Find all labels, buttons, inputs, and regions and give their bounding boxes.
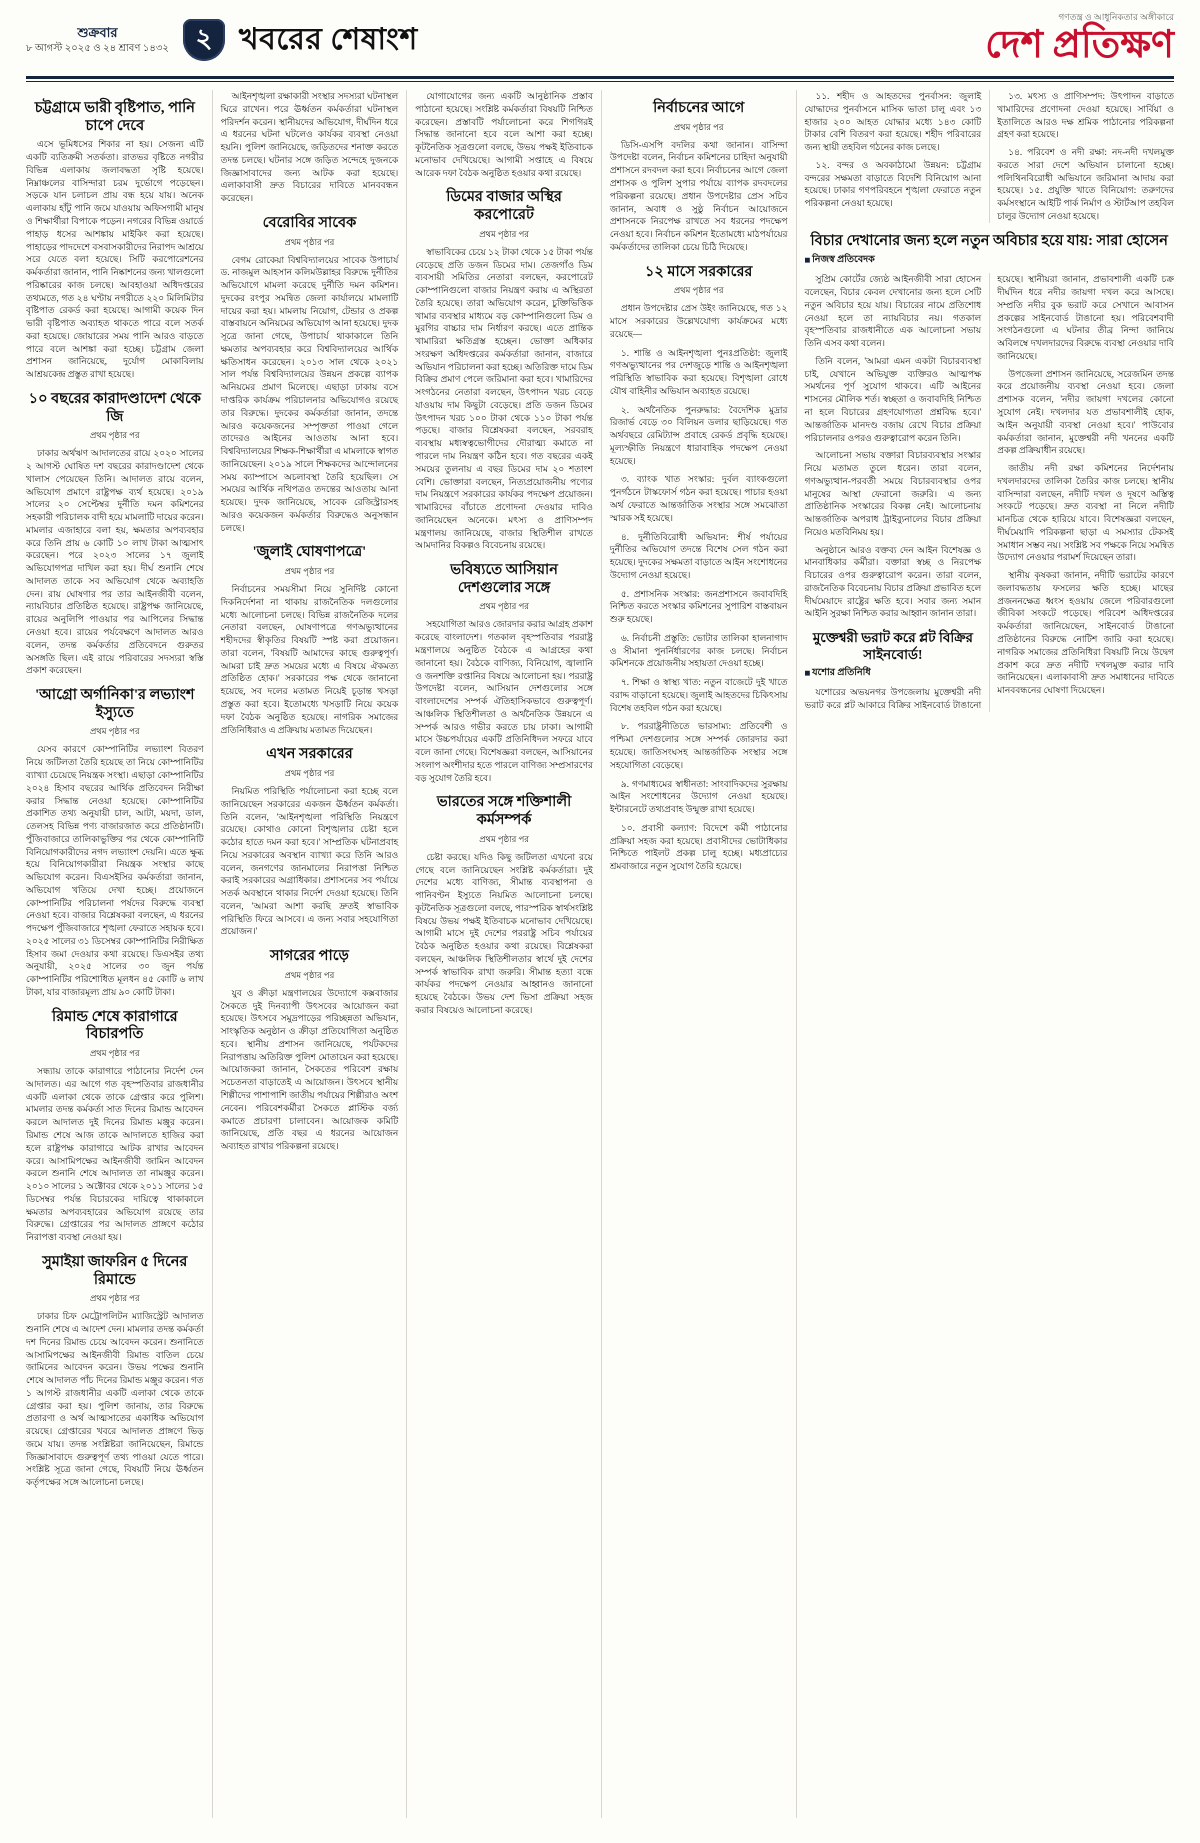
continued-from-label: প্রথম পৃষ্ঠার পর [284,969,335,980]
article-text: নিয়মিত পরিস্থিতি পর্যালোচনা করা হচ্ছে বলে জানিয়েছেন সরকারের একজন ঊর্ধ্বতন কর্মকর্তা। তিনি বলেন, 'আইনশৃঙ্খলা পরিস্থিতি নিয়ন্ত্রণে রয়েছে। কোথাও কোনো বিশৃঙ্খলার চেষ্টা হলে কঠোর হাতে দমন করা হবে।' সাম্প্রতিক ঘটনাপ্রবাহ নিয়ে সরকারের অবস্থান ব্যাখ্যা করে তিনি আরও বলেন, জনগণের জানমালের নিরাপত্তা নিশ্চিত করাই সরকারের অগ্রাধিকার। প্রশাসনের সব পর্যায়ে সতর্ক অবস্থানে থাকার নির্দেশ দেওয়া হয়েছে। তিনি বলেন, 'আমরা আশা করছি দ্রুতই স্বাভাবিক পরিস্থিতি ফিরে আসবে। এ জন্য সবার সহযোগিতা প্রয়োজন।' [220,785,399,937]
continued-from-label: প্রথম পৃষ্ঠার পর [89,1048,140,1059]
article-headline: ভবিষ্যতে আসিয়ান দেশগুলোর সঙ্গে [450,562,558,596]
article-text: ঢাকার চিফ মেট্রোপলিটন ম্যাজিস্ট্রেট আদালত শুনানি শেষে এ আদেশ দেন। মামলার তদন্ত কর্মকর্তা দশ দিনের রিমান্ড চেয়ে আবেদন করেন। শুনানিতে আসামিপক্ষের আইনজীবী রিমান্ড বাতিল চেয়ে জামিনের আবেদন করেন। উভয় পক্ষের শুনানি শেষে আদালত পাঁচ দিনের রিমান্ড মঞ্জুর করেন। গত ১ আগস্ট রাজধানীর একটি এলাকা থেকে তাকে গ্রেপ্তার করা হয়। পুলিশ জানায়, তার বিরুদ্ধে প্রতারণা ও অর্থ আত্মসাতের একাধিক অভিযোগ রয়েছে। গ্রেপ্তারের খবরে আদালত প্রাঙ্গণে ভিড় জমে যায়। তদন্ত সংশ্লিষ্টরা জানিয়েছেন, রিমান্ডে জিজ্ঞাসাবাদে গুরুত্বপূর্ণ তথ্য পাওয়া যেতে পারে। সংশ্লিষ্ট সূত্রে জানা গেছে, বিষয়টি নিয়ে ঊর্ধ্বতন কর্তৃপক্ষের সঙ্গে আলোচনা চলছে। [26,1311,204,1488]
article-headline: সুমাইয়া জাফরিন ৫ দিনের রিমান্ডে [42,1253,188,1288]
article-text: ডিসি-এসপি বদলির কথা জানান। বাসিন্দা উপদেষ্টা বলেন, নির্বাচন কমিশনের চাহিদা অনুযায়ী প্রশাসনে রদবদল করা হবে। নির্বাচনের আগে জেলা প্রশাসক ও পুলিশ সুপার পর্যায়ে ব্যাপক রদবদলের পরিকল্পনা রয়েছে। প্রধান উপদেষ্টার প্রেস সচিব জানান, অবাধ ও সুষ্ঠু নির্বাচন আয়োজনে প্রশাসনকে নিরপেক্ষ রাখতে সব ধরনের পদক্ষেপ নেওয়া হবে। নির্বাচন কমিশন ইতোমধ্যে মাঠপর্যায়ের কর্মকর্তাদের তালিকা চেয়ে চিঠি দিয়েছে। [609,139,788,252]
article-text: যুব ও ক্রীড়া মন্ত্রণালয়ের উদ্যোগে কক্সবাজার সৈকতে দুই দিনব্যাপী উৎসবের আয়োজন করা হয়েছে। উৎসবে সমুদ্রপাড়ের পরিচ্ছন্নতা অভিযান, সাংস্কৃতিক অনুষ্ঠান ও ক্রীড়া প্রতিযোগিতা অনুষ্ঠিত হবে। স্থানীয় প্রশাসন জানিয়েছে, পর্যটকদের নিরাপত্তায় অতিরিক্ত পুলিশ মোতায়েন করা হয়েছে। আয়োজকরা জানান, সৈকতের পরিবেশ রক্ষায় সচেতনতা বাড়াতেই এ আয়োজন। উৎসবে স্থানীয় শিল্পীদের পাশাপাশি জাতীয় পর্যায়ের শিল্পীরাও অংশ নেবেন। পরিবেশকর্মীরা সৈকতে প্লাস্টিক বর্জ্য কমাতে প্রচারণা চালাবেন। আয়োজক কমিটি জানিয়েছে, প্রতি বছর এ ধরনের আয়োজন অব্যাহত রাখার পরিকল্পনা রয়েছে। [220,987,399,1152]
article-text: ১৪. পরিবেশ ও নদী রক্ষা: নদ-নদী দখলমুক্ত করতে সারা দেশে অভিযান চালানো হচ্ছে। পলিথিনবিরোধী অভিযানে জরিমানা আদায় করা হয়েছে। ১৫. প্রযুক্তি খাতে বিনিয়োগ: তরুণদের কর্মসংস্থানে আইটি পার্ক নির্মাণ ও স্টার্টআপ তহবিল চালুর উদ্যোগ নেওয়া হয়েছে। [997,147,1174,221]
article-group [805,90,1174,223]
continued-from-label: প্রথম পৃষ্ঠার পর [89,726,140,737]
column-3 [407,90,602,1818]
continued-from-label: প্রথম পৃষ্ঠার পর [284,236,335,247]
article-text: ঢাকার অর্থঋণ আদালতের রায়ে ২০২০ সালের ২ আগস্ট ঘোষিত দশ বছরের কারাদণ্ডাদেশ থেকে খালাস পেয়েছেন তিনি। আদালত রায়ে বলেন, অভিযোগ প্রমাণে রাষ্ট্রপক্ষ ব্যর্থ হয়েছে। ২০১৯ সালের ২০ সেপ্টেম্বর দুর্নীতি দমন কমিশনের সহকারী পরিচালক বাদী হয়ে মামলাটি দায়ের করেন। মামলার এজাহারে বলা হয়, ক্ষমতার অপব্যবহার করে তিনি প্রায় ৬ কোটি ১০ লাখ টাকা আত্মসাৎ করেছেন। পরে ২০২৩ সালের ১৭ জুলাই অভিযোগপত্র দাখিল করা হয়। দীর্ঘ শুনানি শেষে আদালত তাকে সব অভিযোগ থেকে অব্যাহতি দেন। রায় ঘোষণার পর তার আইনজীবী বলেন, ন্যায়বিচার প্রতিষ্ঠিত হয়েছে। রাষ্ট্রপক্ষ জানিয়েছে, রায়ের অনুলিপি পাওয়ার পর আপিলের সিদ্ধান্ত নেওয়া হবে। রায়ের পর্যবেক্ষণে আদালত আরও বলেন, তদন্ত কর্মকর্তার প্রতিবেদনে গুরুতর অসঙ্গতি ছিল। এই রায়ে পরিবারের সদস্যরা স্বস্তি প্রকাশ করেছেন। [26,448,204,676]
date-block [26,25,169,55]
article-text: ১২. বন্দর ও অবকাঠামো উন্নয়ন: চট্টগ্রাম বন্দরের সক্ষমতা বাড়াতে বিদেশি বিনিয়োগ আনা হয়েছে। ঢাকার গণপরিবহনে শৃঙ্খলা ফেরাতে নতুন পরিকল্পনা নেওয়া হয়েছে। [804,159,982,209]
article-headline: ভারতের সঙ্গে শক্তিশালী কর্মসম্পর্ক [436,794,572,829]
paper-tagline: গণতন্ত্র ও আধুনিকতার অঙ্গীকারে [1058,12,1174,23]
article-headline: চট্টগ্রামে ভারী বৃষ্টিপাত, পানি চাপে দেবে [34,100,195,134]
article-text: সুপ্রিম কোর্টের জ্যেষ্ঠ আইনজীবী সারা হোসেন বলেছেন, বিচার কেবল দেখানোর জন্য হলে সেটি নতুন অবিচার হয়ে যায়। বিচারের নামে প্রতিশোধ নেওয়া হলে তা ন্যায়বিচার নয়। গতকাল বৃহস্পতিবার রাজধানীতে এক আলোচনা সভায় তিনি এসব কথা বলেন। [804,274,982,349]
continued-from-label: প্রথম পৃষ্ঠার পর [479,601,529,612]
article-text: আইনশৃঙ্খলা রক্ষাকারী সংস্থার সদস্যরা ঘটনাস্থল ঘিরে রাখেন। পরে ঊর্ধ্বতন কর্মকর্তারা ঘটনাস্থল পরিদর্শন করেন। স্থানীয়দের অভিযোগ, দীর্ঘদিন ধরে এ ধরনের ঘটনা ঘটলেও কার্যকর ব্যবস্থা নেওয়া হয়নি। পুলিশ জানিয়েছে, জড়িতদের শনাক্ত করতে তদন্ত চলছে। ঘটনার সঙ্গে জড়িত সন্দেহে দুজনকে জিজ্ঞাসাবাদের জন্য আটক করা হয়েছে। এলাকাবাসী দ্রুত বিচারের দাবিতে মানববন্ধন করেছেন। [220,91,399,204]
continued-from-label: প্রথম পৃষ্ঠার পর [673,121,724,132]
article-headline: মুক্তেশ্বরী ভরাট করে প্লট বিক্রির সাইনবোর্ড! [812,630,973,662]
issue-date: ৮ আগস্ট ২০২৫ ও ২৪ শ্রাবণ ১৪৩২ [26,42,169,54]
article-group [805,273,1174,711]
article-text: চেষ্টা করছে। যদিও কিছু জটিলতা এখনো রয়ে গেছে বলে জানিয়েছেন সংশ্লিষ্ট কর্মকর্তারা। দুই দেশের মধ্যে বাণিজ্য, সীমান্ত ব্যবস্থাপনা ও পানিবণ্টন ইস্যুতে নিয়মিত আলোচনা চলছে। কূটনৈতিক সূত্রগুলো বলছে, পারস্পরিক স্বার্থসংশ্লিষ্ট বিষয়ে উভয় পক্ষই ইতিবাচক মনোভাব দেখিয়েছে। আগামী মাসে দুই দেশের পররাষ্ট্র সচিব পর্যায়ের বৈঠক অনুষ্ঠিত হওয়ার কথা রয়েছে। বিশ্লেষকরা বলছেন, আঞ্চলিক স্থিতিশীলতার স্বার্থে দুই দেশের সম্পর্ক স্বাভাবিক রাখা জরুরি। সীমান্ত হত্যা বন্ধে কার্যকর পদক্ষেপ নেওয়ার আহ্বানও জানানো হয়েছে বৈঠকে। উভয় দেশ ভিসা প্রক্রিয়া সহজ করার বিষয়েও আলোচনা করেছে। [415,851,593,1015]
paper-name: দেশ প্রতিক্ষণ [985,24,1174,67]
page-number-badge: ২ [183,19,225,61]
columns-area [26,90,1174,1818]
column-4 [602,90,797,1818]
article-headline: রিমান্ড শেষে কারাগারে বিচারপতি [52,1008,178,1043]
article-headline: বেরোবির সাবেক [262,214,357,231]
article-text: অনুষ্ঠানে আরও বক্তব্য দেন আইন বিশেষজ্ঞ ও মানবাধিকার কর্মীরা। বক্তারা স্বচ্ছ ও নিরপেক্ষ বিচারের ওপর গুরুত্বারোপ করেন। তারা বলেন, রাজনৈতিক বিবেচনায় বিচার প্রক্রিয়া প্রভাবিত হলে দীর্ঘমেয়াদে রাষ্ট্রের ক্ষতি হবে। সবার জন্য সমান আইনি সুরক্ষা নিশ্চিত করার আহ্বান জানান তারা। [804,544,982,619]
article-headline: 'আগ্রো অর্গানিকা'র লভ্যাংশ ইস্যুতে [35,687,195,721]
article-text: সন্ধ্যায় তাকে কারাগারে পাঠানোর নির্দেশ দেন আদালত। এর আগে গত বৃহস্পতিবার রাজধানীর একটি এলাকা থেকে তাকে গ্রেপ্তার করে পুলিশ। মামলার তদন্ত কর্মকর্তা সাত দিনের রিমান্ড আবেদন করলে আদালত দুই দিনের রিমান্ড মঞ্জুর করেন। রিমান্ড শেষে আজ তাকে আদালতে হাজির করা হলে রাষ্ট্রপক্ষ কারাগারে আটক রাখার আবেদন করে। আসামিপক্ষের আইনজীবী জামিন আবেদন করলে শুনানি শেষে আদালত তা নামঞ্জুর করেন। ২০১০ সালের ১ অক্টোবর থেকে ২০১১ সালের ১৫ ডিসেম্বর পর্যন্ত বিচারকের দায়িত্বে থাকাকালে ক্ষমতার অপব্যবহারের অভিযোগ রয়েছে তার বিরুদ্ধে। গ্রেপ্তারের পর আদালত প্রাঙ্গণে কঠোর নিরাপত্তা ব্যবস্থা নেওয়া হয়। [26,1066,204,1243]
continued-from-label: প্রথম পৃষ্ঠার পর [479,228,529,239]
article-headline: এখন সরকারের [266,746,353,763]
continued-from-label: প্রথম পৃষ্ঠার পর [89,430,140,441]
continued-from-label: প্রথম পৃষ্ঠার পর [479,833,529,844]
article-text: উপজেলা প্রশাসন জানিয়েছে, সরেজমিন তদন্ত করে প্রয়োজনীয় ব্যবস্থা নেওয়া হবে। জেলা প্রশাসক বলেন, 'নদীর জায়গা দখলের কোনো সুযোগ নেই। দখলদার যত প্রভাবশালীই হোক, আইন অনুযায়ী ব্যবস্থা নেওয়া হবে।' পাউবোর কর্মকর্তারা জানান, মুক্তেশ্বরী নদী খননের একটি প্রকল্প প্রক্রিয়াধীন রয়েছে। [997,368,1174,456]
section-title: খবরের শেষাংশ [238,22,418,56]
article-text: ৮. পররাষ্ট্রনীতিতে ভারসাম্য: প্রতিবেশী ও পশ্চিমা দেশগুলোর সঙ্গে সম্পর্ক জোরদার করা হয়েছে। জাতিসংঘসহ আন্তর্জাতিক সংস্থার সঙ্গে সহযোগিতা বেড়েছে। [609,721,788,770]
article-text: ৬. নির্বাচনী প্রস্তুতি: ভোটার তালিকা হালনাগাদ ও সীমানা পুনর্নির্ধারণের কাজ চলছে। নির্বাচন কমিশনকে প্রয়োজনীয় সহায়তা দেওয়া হচ্ছে। [609,632,788,669]
article-text: ৩. ব্যাংক খাত সংস্কার: দুর্বল ব্যাংকগুলো পুনর্গঠনে টাস্কফোর্স গঠন করা হয়েছে। পাচার হওয়া অর্থ ফেরাতে আন্তর্জাতিক সংস্থার সঙ্গে সমঝোতা স্মারক সই হয়েছে। [609,474,788,523]
article-text: স্থানীয় কৃষকরা জানান, নদীটি ভরাটের কারণে জলাবদ্ধতায় ফসলের ক্ষতি হচ্ছে। মাছের প্রজননক্ষেত্র ধ্বংস হওয়ায় জেলে পরিবারগুলো জীবিকা সংকটে পড়েছে। পরিবেশ অধিদপ্তরের কর্মকর্তারা জানিয়েছেন, সাইনবোর্ড টাঙানো প্রতিষ্ঠানের বিরুদ্ধে নোটিশ জারি করা হয়েছে। নাগরিক সমাজের প্রতিনিধিরা বিষয়টি নিয়ে উদ্বেগ প্রকাশ করে দ্রুত নদীটি দখলমুক্ত করার দাবি জানিয়েছেন। এলাকাবাসী দ্রুত সমাধানের দাবিতে মানববন্ধনের ঘোষণা দিয়েছেন। [997,570,1174,696]
article-text: যশোরের অভয়নগর উপজেলায় মুক্তেশ্বরী নদী ভরাট করে প্লট আকারে বিক্রির সাইনবোর্ড টাঙানো হয়েছে। স্থানীয়রা জানান, প্রভাবশালী একটি চক্র দীর্ঘদিন ধরে নদীর জায়গা দখল করে আসছে। সম্প্রতি নদীর বুক ভরাট করে সেখানে আবাসন প্রকল্পের সাইনবোর্ড টাঙানো হয়। পরিবেশবাদী সংগঠনগুলো এ ঘটনার তীব্র নিন্দা জানিয়ে অবিলম্বে দখলদারদের বিরুদ্ধে ব্যবস্থা নেওয়ার দাবি জানিয়েছে। [804,274,1174,710]
article-text: সহযোগিতা আরও জোরদার করার আগ্রহ প্রকাশ করেছে বাংলাদেশ। গতকাল বৃহস্পতিবার পররাষ্ট্র মন্ত্রণালয়ে অনুষ্ঠিত বৈঠকে এ আগ্রহের কথা জানানো হয়। বৈঠকে বাণিজ্য, বিনিয়োগ, জ্বালানি ও জনশক্তি রপ্তানির বিষয়ে আলোচনা হয়। পররাষ্ট্র উপদেষ্টা বলেন, আসিয়ান দেশগুলোর সঙ্গে বাংলাদেশের সম্পর্ক ঐতিহাসিকভাবে গুরুত্বপূর্ণ। আঞ্চলিক স্থিতিশীলতা ও অর্থনৈতিক উন্নয়নে এ সম্পর্ক আরও গভীর করতে চায় ঢাকা। আগামী মাসে উচ্চপর্যায়ের একটি প্রতিনিধিদল সফরে যাবে বলে জানা গেছে। বিশেষজ্ঞরা বলছেন, আসিয়ানের সংলাপ অংশীদার হতে পারলে বাণিজ্য সম্প্রসারণের বড় সুযোগ তৈরি হবে। [415,619,593,783]
article-text: জাতীয় নদী রক্ষা কমিশনের নির্দেশনায় দখলদারদের তালিকা তৈরির কাজ চলছে। স্থানীয় বাসিন্দারা বলছেন, নদীটি দখল ও দূষণে অস্তিত্ব সংকটে পড়েছে। দ্রুত ব্যবস্থা না নিলে নদীটি মানচিত্র থেকে হারিয়ে যাবে। বিশেষজ্ঞরা বলছেন, দীর্ঘমেয়াদি পরিকল্পনা ছাড়া এ সমস্যার টেকসই সমাধান সম্ভব নয়। সংশ্লিষ্ট সব পক্ষকে নিয়ে সমন্বিত উদ্যোগ নেওয়ার পরামর্শ দিয়েছেন তারা। [997,463,1174,563]
article-headline: ১২ মাসে সরকারের [644,263,753,280]
header-rule-thin [26,81,1174,82]
column-1 [26,90,213,1818]
byline: ◼ নিজস্ব প্রতিবেদক [805,253,1174,268]
article-text: ৯. গণমাধ্যমের স্বাধীনতা: সাংবাদিকদের সুরক্ষায় আইন সংশোধনের উদ্যোগ নেওয়া হয়েছে। ইন্টারনেটে তথ্যপ্রবাহ উন্মুক্ত রাখা হয়েছে। [609,778,788,815]
continued-from-label: প্রথম পৃষ্ঠার পর [673,285,724,296]
article-text: ২. অর্থনৈতিক পুনরুদ্ধার: বৈদেশিক মুদ্রার রিজার্ভ বেড়ে ৩০ বিলিয়ন ডলার ছাড়িয়েছে। গত অর্থবছরে রেমিট্যান্স প্রবাহে রেকর্ড প্রবৃদ্ধি হয়েছে। মূল্যস্ফীতি নিয়ন্ত্রণে ধারাবাহিক পদক্ষেপ নেওয়া হয়েছে। [609,404,788,466]
article-text: বেগম রোকেয়া বিশ্ববিদ্যালয়ের সাবেক উপাচার্য ড. নাজমুল আহসান কলিমউল্লাহর বিরুদ্ধে দুর্নীতির অভিযোগে মামলা করেছে দুর্নীতি দমন কমিশন। দুদকের রংপুর সমন্বিত জেলা কার্যালয়ে মামলাটি দায়ের করা হয়। মামলায় নিয়োগ, টেন্ডার ও প্রকল্প বাস্তবায়নে অনিয়মের অভিযোগ আনা হয়েছে। দুদক সূত্রে জানা গেছে, উপাচার্য থাকাকালে তিনি ক্ষমতার অপব্যবহার করে বিশ্ববিদ্যালয়ের আর্থিক ক্ষতিসাধন করেছেন। ২০১৩ সাল থেকে ২০২১ সাল পর্যন্ত বিশ্ববিদ্যালয়ের উন্নয়ন প্রকল্পে ব্যাপক অনিয়মের প্রমাণ মিলেছে। এছাড়া ঢাকায় বসে দাপ্তরিক কার্যক্রম পরিচালনার অভিযোগও রয়েছে তার বিরুদ্ধে। দুদকের কর্মকর্তারা জানান, তদন্তে আরও কয়েকজনের সম্পৃক্ততা পাওয়া গেলে তাদেরও আইনের আওতায় আনা হবে। বিশ্ববিদ্যালয়ের শিক্ষক-শিক্ষার্থীরা এ মামলাকে স্বাগত জানিয়েছেন। ২০১৯ সালে শিক্ষকদের আন্দোলনের সময় ক্যাম্পাসে অচলাবস্থা তৈরি হয়েছিল। সে সময়ের আর্থিক নথিপত্রও তদন্তের আওতায় আনা হয়েছে। দুদক জানিয়েছে, সাবেক রেজিস্ট্রারসহ আরও কয়েকজন কর্মকর্তার বিরুদ্ধেও অনুসন্ধান চলছে। [220,254,399,533]
article-text: ১১. শহীদ ও আহতদের পুনর্বাসন: জুলাই যোদ্ধাদের পুনর্বাসনে মাসিক ভাতা চালু এবং ১৩ হাজার ২০০ আহত যোদ্ধার মধ্যে ১৪৩ কোটি টাকার বেশি বিতরণ করা হয়েছে। শহীদ পরিবারের জন্য স্থায়ী তহবিল গঠনের কাজ চলছে। [804,91,982,153]
byline: ◼ যশোর প্রতিনিধি [805,666,982,681]
article-text: আলোচনা সভায় বক্তারা বিচারব্যবস্থার সংস্কার নিয়ে মতামত তুলে ধরেন। তারা বলেন, গণঅভ্যুত্থান-পরবর্তী সময়ে বিচারব্যবস্থার ওপর মানুষের আস্থা ফেরানো জরুরি। এ জন্য প্রাতিষ্ঠানিক সংস্কারের বিকল্প নেই। আলোচনায় আন্তর্জাতিক অপরাধ ট্রাইব্যুনালের বিচার প্রক্রিয়া নিয়েও মতবিনিময় হয়। [804,450,982,537]
article-headline: ১০ বছরের কারাদণ্ডাদেশ থেকে জি [28,390,201,425]
article-headline: নির্বাচনের আগে [653,100,745,116]
article-text: ১. শান্তি ও আইনশৃঙ্খলা পুনঃপ্রতিষ্ঠা: জুলাই গণঅভ্যুত্থানের পর দেশজুড়ে শান্তি ও আইনশৃঙ্খলা পরিস্থিতি স্বাভাবিক করা হয়েছে। বিশৃঙ্খলা রোধে যৌথ বাহিনীর অভিযান অব্যাহত রয়েছে। [609,347,788,396]
article-text: তিনি বলেন, 'আমরা এমন একটা বিচারব্যবস্থা চাই, যেখানে অভিযুক্ত ব্যক্তিরও আত্মপক্ষ সমর্থনের পূর্ণ সুযোগ থাকবে। এটি আইনের শাসনের মৌলিক শর্ত। স্বচ্ছতা ও জবাবদিহি নিশ্চিত না হলে বিচারের গ্রহণযোগ্যতা প্রশ্নবিদ্ধ হবে।' আন্তর্জাতিক মানদণ্ড বজায় রেখে বিচার প্রক্রিয়া পরিচালনার ওপরও গুরুত্বারোপ করেন তিনি। [804,355,982,443]
article-headline: 'জুলাই ঘোষণাপত্রে' [252,544,367,561]
header-rule-thick [26,76,1174,79]
article-text: প্রধান উপদেষ্টার প্রেস উইং জানিয়েছে, গত ১২ মাসে সরকারের উল্লেখযোগ্য কার্যক্রমের মধ্যে রয়েছে— [609,303,788,339]
column-2 [213,90,408,1818]
article-text: এসে ভূমিধসের শিকার না হয়। সেজন্য এটি একটি ব্যতিক্রমী সতর্কতা। রাতভর বৃষ্টিতে নগরীর বিভিন্ন এলাকায় জলাবদ্ধতা সৃষ্টি হয়েছে। নিম্নাঞ্চলের বাসিন্দারা চরম দুর্ভোগে পড়েছেন। সড়কে যান চলাচল প্রায় বন্ধ হয়ে যায়। অনেক এলাকায় হাঁটু পানি জমে যাওয়ায় অফিসগামী মানুষ ও শিক্ষার্থীরা বিপাকে পড়েন। নগরের বিভিন্ন ওয়ার্ডে পাহাড় ধসের আশঙ্কায় মাইকিং করা হয়েছে। পাহাড়ের পাদদেশে বসবাসকারীদের নিরাপদ আশ্রয়ে সরে যেতে বলা হয়েছে। সিটি করপোরেশনের কর্মকর্তারা জানান, পানি নিষ্কাশনের জন্য খালগুলো পরিষ্কারের কাজ চলছে। আবহাওয়া অধিদপ্তরের তথ্যমতে, গত ২৪ ঘণ্টায় নগরীতে ২২০ মিলিমিটার বৃষ্টিপাত রেকর্ড করা হয়েছে। আগামী কয়েক দিন ভারী বৃষ্টিপাত অব্যাহত থাকতে পারে বলে সতর্ক করা হয়েছে। জোয়ারের সময় পানি আরও বাড়তে পারে বলে আশঙ্কা করা হচ্ছে। চট্টগ্রাম জেলা প্রশাসন জানিয়েছে, দুর্যোগ মোকাবিলায় আশ্রয়কেন্দ্র প্রস্তুত রাখা হয়েছে। [26,139,204,380]
article-text: যেসব কারণে কোম্পানিটির লভ্যাংশ বিতরণ নিয়ে জটিলতা তৈরি হয়েছে তা নিয়ে কোম্পানিটির ব্যাখ্যা চেয়েছে নিয়ন্ত্রক সংস্থা। এছাড়া কোম্পানিটির ২০২৪ হিসাব বছরের আর্থিক প্রতিবেদন নিরীক্ষা করার সিদ্ধান্ত নেওয়া হয়েছে। কোম্পানিটির প্রকাশিত তথ্য অনুযায়ী চাল, আটা, ময়দা, ডাল, তেলসহ বিভিন্ন পণ্য বাজারজাত করে প্রতিষ্ঠানটি। পুঁজিবাজারে তালিকাভুক্তির পর থেকে কোম্পানিটি বিনিয়োগকারীদের নগদ লভ্যাংশ দেয়নি। এতে ক্ষুব্ধ হয়ে বিনিয়োগকারীরা নিয়ন্ত্রক সংস্থার কাছে অভিযোগ করেন। বিএসইসির কর্মকর্তারা জানান, অভিযোগ খতিয়ে দেখা হচ্ছে। প্রয়োজনে কোম্পানিটির পরিচালনা পর্ষদের বিরুদ্ধে ব্যবস্থা নেওয়া হবে। বাজার বিশ্লেষকরা বলছেন, এ ধরনের পদক্ষেপ পুঁজিবাজারে শৃঙ্খলা ফেরাতে সহায়ক হবে। ২০২৫ সালের ৩১ ডিসেম্বর কোম্পানিটির নিরীক্ষিত হিসাব জমা দেওয়ার কথা রয়েছে। ডিএসইর তথ্য অনুযায়ী, ২০২৫ সালের ৩০ জুন পর্যন্ত কোম্পানিটির পরিশোধিত মূলধন ৪৫ কোটি ৬ লাখ টাকা, যার বাজারমূল্য প্রায় ৯০ কোটি টাকা। [26,744,204,997]
article-text: স্বাভাবিকের চেয়ে ১২ টাকা থেকে ১৫ টাকা পর্যন্ত বেড়েছে প্রতি ডজন ডিমের দাম। তেজগাঁও ডিম ব্যবসায়ী সমিতির নেতারা বলছেন, করপোরেট কোম্পানিগুলো বাজার নিয়ন্ত্রণ করায় এ অস্থিরতা তৈরি হয়েছে। তারা অভিযোগ করেন, চুক্তিভিত্তিক খামার ব্যবস্থার মাধ্যমে বড় কোম্পানিগুলো ডিম ও মুরগির বাচ্চার দাম নির্ধারণ করছে। এতে প্রান্তিক খামারিরা ক্ষতিগ্রস্ত হচ্ছেন। ভোক্তা অধিকার সংরক্ষণ অধিদপ্তরের কর্মকর্তারা জানান, বাজারে অভিযান পরিচালনা করা হচ্ছে। অতিরিক্ত দামে ডিম বিক্রির প্রমাণ পেলে জরিমানা করা হবে। খামারিদের সংগঠনের নেতারা বলছেন, উৎপাদন খরচ বেড়ে যাওয়ায় দাম কিছুটা বেড়েছে। প্রতি ডজন ডিমের উৎপাদন খরচ ১০০ টাকা থেকে ১১০ টাকা পর্যন্ত পড়ছে। বাজার বিশ্লেষকরা বলছেন, সরবরাহ ব্যবস্থায় মধ্যস্বত্বভোগীদের দৌরাত্ম্য কমাতে না পারলে দাম নিয়ন্ত্রণ কঠিন হবে। গত বছরের একই সময়ের তুলনায় এ বছর ডিমের দাম ২০ শতাংশ বেশি। ভোক্তারা বলছেন, নিত্যপ্রয়োজনীয় পণ্যের দাম নিয়ন্ত্রণে সরকারের কার্যকর পদক্ষেপ প্রয়োজন। খামারিদের বাঁচাতে প্রণোদনা দেওয়ার দাবিও জানিয়েছেন অনেকে। মৎস্য ও প্রাণিসম্পদ মন্ত্রণালয় জানিয়েছে, বাজার স্থিতিশীল রাখতে আমদানির বিকল্পও বিবেচনায় রয়েছে। [415,246,593,551]
article-text: যোগাযোগের জন্য একটি আনুষ্ঠানিক প্রস্তাব পাঠানো হয়েছে। সংশ্লিষ্ট কর্মকর্তারা বিষয়টি নিশ্চিত করেছেন। প্রস্তাবটি পর্যালোচনা করে শিগগিরই সিদ্ধান্ত জানানো হবে বলে আশা করা হচ্ছে। কূটনৈতিক সূত্রগুলো বলছে, উভয় পক্ষই ইতিবাচক মনোভাব দেখিয়েছে। আগামী সপ্তাহে এ বিষয়ে আরেক দফা বৈঠক অনুষ্ঠিত হওয়ার কথা রয়েছে। [415,91,593,178]
continued-from-label: প্রথম পৃষ্ঠার পর [284,566,335,577]
article-headline: বিচার দেখানোর জন্য হলে নতুন অবিচার হয়ে যায়: সারা হোসেন [810,232,1168,249]
article-text: ১০. প্রবাসী কল্যাণ: বিদেশে কর্মী পাঠানোর প্রক্রিয়া সহজ করা হয়েছে। প্রবাসীদের ভোটাধিকার নিশ্চিতে পাইলট প্রকল্প চালু হচ্ছে। মধ্যপ্রাচ্যের শ্রমবাজারে নতুন সুযোগ তৈরি হয়েছে। [609,822,788,872]
article-headline: ডিমের বাজার অস্থির করপোরেট [446,189,562,224]
masthead [985,13,1174,67]
article-text: ৭. শিক্ষা ও স্বাস্থ্য খাত: নতুন বাজেটে দুই খাতে বরাদ্দ বাড়ানো হয়েছে। জুলাই আহতদের চিকিৎসায় বিশেষ তহবিল গঠন করা হয়েছে। [609,677,788,713]
column-5 [797,90,1174,1818]
continued-from-label: প্রথম পৃষ্ঠার পর [284,767,335,778]
article-text: ৪. দুর্নীতিবিরোধী অভিযান: শীর্ষ পর্যায়ের দুর্নীতির অভিযোগ তদন্তে বিশেষ সেল গঠন করা হয়েছে। দুদকের সক্ষমতা বাড়াতে আইন সংশোধনের উদ্যোগ নেওয়া হয়েছে। [609,531,788,580]
day-name: শুক্রবার [77,25,118,41]
article-text: ১৩. মৎস্য ও প্রাণিসম্পদ: উৎপাদন বাড়াতে খামারিদের প্রণোদনা দেওয়া হয়েছে। সার্বিয়া ও ইতালিতে আরও দক্ষ শ্রমিক পাঠানোর পরিকল্পনা গ্রহণ করা হয়েছে। [997,91,1174,140]
continued-from-label: প্রথম পৃষ্ঠার পর [89,1293,140,1304]
page-header [26,8,1174,82]
article-text: নির্বাচনের সময়সীমা নিয়ে সুনির্দিষ্ট কোনো দিকনির্দেশনা না থাকায় রাজনৈতিক দলগুলোর মধ্যে আলোচনা চলছে। বিভিন্ন রাজনৈতিক দলের নেতারা বলছেন, ঘোষণাপত্রে গণঅভ্যুত্থানের শহীদদের স্বীকৃতির বিষয়টি স্পষ্ট করা প্রয়োজন। তারা বলেন, 'বিষয়টি আমাদের কাছে গুরুত্বপূর্ণ। আমরা চাই দ্রুত সময়ের মধ্যে এ বিষয়ে ঐকমত্য প্রতিষ্ঠিত হোক।' সরকারের পক্ষ থেকে জানানো হয়েছে, সব দলের মতামত নিয়েই চূড়ান্ত খসড়া প্রস্তুত করা হবে। ইতোমধ্যে খসড়াটি নিয়ে কয়েক দফা বৈঠক অনুষ্ঠিত হয়েছে। নাগরিক সমাজের প্রতিনিধিরাও এ প্রক্রিয়ায় মতামত দিয়েছেন। [220,584,399,735]
article-text: ৫. প্রশাসনিক সংস্কার: জনপ্রশাসনে জবাবদিহি নিশ্চিত করতে সংস্কার কমিশনের সুপারিশ বাস্তবায়ন শুরু হয়েছে। [609,588,788,625]
article-headline: সাগরের পাড়ে [269,948,349,965]
